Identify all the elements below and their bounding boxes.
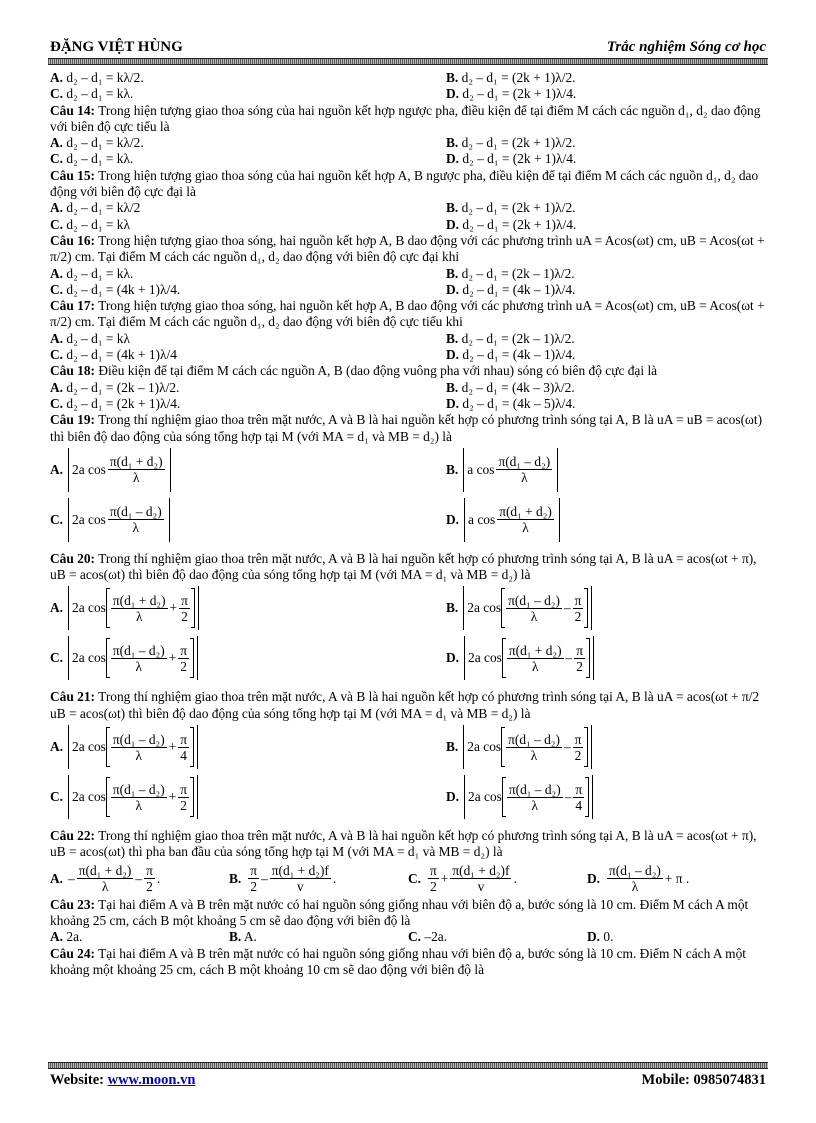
formula-a: 2a cos $\frac{\text{π(d₁ + d₂)}}{\lambda}$ + $\frac{\pi}{2}$ <box>68 586 199 630</box>
formula-d: $\frac{\text{π(d₁ – d₂)}}{\lambda}$ + π . <box>609 863 690 895</box>
option-a-label: A. <box>50 739 64 755</box>
options-row <box>50 86 766 102</box>
option-a: A. 2a. <box>50 929 83 945</box>
option-c: C. –2a. <box>408 929 448 945</box>
formula-d: 2a cos $\frac{\text{π(d₁ – d₂)}}{\lambda}$ – $\frac{\pi}{4}$ <box>464 775 593 819</box>
formula-a: – $\frac{\text{π(d₁ + d₂)}}{\lambda}$ – $\frac{\pi}{2}$ . <box>68 863 161 895</box>
option-b: B. d₂ – d₁ = (2k – 1)λ/2. <box>446 330 575 346</box>
formula-row <box>50 495 766 545</box>
option-c-label: C. <box>50 650 64 666</box>
question-22: Câu 22: Trong thí nghiệm giao thoa trên mặt nước, A và B là hai nguồn kết hợp có phương trình sóng tại A, B là uA = acos(ωt + π), uB = acos(ωt) thì pha ban đầu của sóng tổng hợp tại M (với MA = d₁ và MB = d₂) là <box>50 828 757 860</box>
option-d-label: D. <box>587 870 601 886</box>
formula-c: 2a cos $\frac{\text{π(d₁ – d₂)}}{\lambda}$ + $\frac{\pi}{2}$ <box>68 775 198 819</box>
document-title: Trắc nghiệm Sóng cơ học <box>606 39 766 55</box>
formula-c: 2a cos $\frac{\text{π(d₁ – d₂)}}{\lambda}$ <box>68 498 170 542</box>
option-d: D. 0. <box>587 929 614 945</box>
question-16: Câu 16: Trong hiện tượng giao thoa sóng, hai nguồn kết hợp A, B dao động với các phương trình uA = Acos(ωt) cm, uB = Acos(ωt + π/2) cm. Tại điểm M cách các nguồn d₁, d₂ dao động với biên độ cực đại khi <box>50 232 765 265</box>
option-a: A. d₂ – d₁ = kλ/2 <box>50 200 141 216</box>
option-b-label: B. <box>446 461 459 477</box>
option-d-label: D. <box>446 511 460 527</box>
option-d: D. d₂ – d₁ = (2k + 1)λ/4. <box>446 216 577 232</box>
option-c: C. d₂ – d₁ = kλ. <box>50 151 134 167</box>
options-row <box>50 70 766 86</box>
option-d: D. d₂ – d₁ = (4k – 1)λ/4. <box>446 347 576 363</box>
option-a: A. d₂ – d₁ = kλ/2. <box>50 70 144 85</box>
question-15: Câu 15: Trong hiện tượng giao thoa sóng của hai nguồn kết hợp A, B ngược pha, điều kiện để tại điểm M cách các nguồn d₁, d₂ dao động với biên độ cực đại là <box>50 167 759 200</box>
mobile-number: Mobile: 0985074831 <box>641 1072 766 1088</box>
author-name: ĐẶNG VIỆT HÙNG <box>50 39 183 55</box>
option-b: B. d₂ – d₁ = (2k + 1)λ/2. <box>446 70 576 85</box>
formula-c: 2a cos $\frac{\text{π(d₁ – d₂)}}{\lambda}$ + $\frac{\pi}{2}$ <box>68 636 198 680</box>
option-d: D. d₂ – d₁ = (4k – 1)λ/4. <box>446 281 576 297</box>
option-b-label: B. <box>446 600 459 616</box>
option-a: A. d₂ – d₁ = kλ <box>50 330 130 346</box>
option-d-label: D. <box>446 650 460 666</box>
question-24: Câu 24: Tại hai điểm A và B trên mặt nước có hai nguồn sóng giống nhau với biên độ a, bước sóng là 10 cm. Điểm N cách A một khoảng một khoảng 25 cm, cách B một khoảng 10 cm sẽ dao động với biên độ là <box>50 945 747 977</box>
page-header <box>50 32 766 56</box>
option-c: C. d₂ – d₁ = (4k + 1)λ/4. <box>50 281 181 297</box>
formula-d: 2a cos $\frac{\text{π(d₁ + d₂)}}{\lambda}$ – $\frac{\pi}{2}$ <box>464 636 594 680</box>
option-b-label: B. <box>446 739 459 755</box>
option-c-label: C. <box>50 511 64 527</box>
formula-c: $\frac{\pi}{2}$ + $\frac{\text{π(d₁ + d₂)f}}{v}$ . <box>430 863 517 895</box>
question-list <box>50 70 766 978</box>
question-17: Câu 17: Trong hiện tượng giao thoa sóng, hai nguồn kết hợp A, B dao động với các phương trình uA = Acos(ωt) cm, uB = Acos(ωt + π/2) cm. Tại điểm M cách các nguồn d₁, d₂ dao động với biên độ cực tiểu khi <box>50 298 765 330</box>
formula-row <box>50 861 766 897</box>
option-a-label: A. <box>50 461 64 477</box>
option-a: A. d₂ – d₁ = (2k – 1)λ/2. <box>50 379 180 395</box>
footer-rule <box>48 1062 768 1069</box>
formula-a: 2a cos $\frac{\text{π(d₁ + d₂)}}{\lambda}$ <box>68 448 171 492</box>
option-a: A. d₂ – d₁ = kλ. <box>50 265 134 281</box>
question-18: Câu 18: Điều kiện để tại điểm M cách các nguồn A, B (dao động vuông pha với nhau) sóng có biên độ cực đại là <box>50 363 658 379</box>
formula-row <box>50 445 766 495</box>
option-a: A. d₂ – d₁ = kλ/2. <box>50 135 144 151</box>
option-c: C. d₂ – d₁ = (2k + 1)λ/4. <box>50 395 181 411</box>
option-b: B. d₂ – d₁ = (2k + 1)λ/2. <box>446 200 576 216</box>
question-14: Câu 14: Trong hiện tượng giao thoa sóng của hai nguồn kết hợp ngược pha, điều kiện để tại điểm M cách các nguồn d₁, d₂ dao động với biên độ cực tiểu là <box>50 102 761 134</box>
question-19: Câu 19: Trong thí nghiệm giao thoa trên mặt nước, A và B là hai nguồn kết hợp có phương trình sóng tại A, B là uA = uB = acos(ωt) thì biên độ dao động của sóng tổng hợp tại M (với MA = d₁ và MB = d₂) là <box>50 412 763 444</box>
option-c: C. d₂ – d₁ = (4k + 1)λ/4 <box>50 347 177 363</box>
option-a-label: A. <box>50 870 64 886</box>
option-b: B. d₂ – d₁ = (2k + 1)λ/2. <box>446 135 576 151</box>
option-b: B. d₂ – d₁ = (4k – 3)λ/2. <box>446 379 575 395</box>
formula-b: a cos $\frac{\text{π(d₁ – d₂)}}{\lambda}$ <box>463 448 558 492</box>
option-c-label: C. <box>50 789 64 805</box>
option-c-label: C. <box>408 870 422 886</box>
option-b: B. A. <box>229 929 257 945</box>
formula-b: 2a cos $\frac{\text{π(d₁ – d₂)}}{\lambda}$ – $\frac{\pi}{2}$ <box>463 586 592 630</box>
formula-b: $\frac{\pi}{2}$ – $\frac{\text{π(d₁ + d₂)f}}{v}$ . <box>250 863 337 895</box>
website-link[interactable]: www.moon.vn <box>107 1072 196 1088</box>
option-d-label: D. <box>446 789 460 805</box>
option-d: D. d₂ – d₁ = (4k – 5)λ/4. <box>446 395 576 411</box>
option-a-label: A. <box>50 600 64 616</box>
question-23: Câu 23: Tại hai điểm A và B trên mặt nước có hai nguồn sóng giống nhau với biên độ a, bước sóng là 10 cm. Điểm M cách A một khoảng 25 cm, cách B một khoảng 5 cm sẽ dao động với biên độ là <box>50 896 749 928</box>
option-d: D. d₂ – d₁ = (2k + 1)λ/4. <box>446 86 577 102</box>
option-c: C. d₂ – d₁ = kλ <box>50 216 130 232</box>
formula-b: 2a cos $\frac{\text{π(d₁ – d₂)}}{\lambda}$ – $\frac{\pi}{2}$ <box>463 725 592 769</box>
website-label: Website: <box>50 1072 104 1088</box>
formula-d: a cos $\frac{\text{π(d₁ + d₂)}}{\lambda}$ <box>464 498 560 542</box>
option-c: C. d₂ – d₁ = kλ. <box>50 86 134 102</box>
question-21: Câu 21: Trong thí nghiệm giao thoa trên mặt nước, A và B là hai nguồn kết hợp có phương trình sóng tại A, B là uA = acos(ωt + π/2 uB = acos(ωt) thì biên độ dao động của sóng tổng hợp tại M (với MA = d₁ và MB = d₂) là <box>50 689 760 721</box>
question-20: Câu 20: Trong thí nghiệm giao thoa trên mặt nước, A và B là hai nguồn kết hợp có phương trình sóng tại A, B là uA = acos(ωt + π), uB = acos(ωt) thì biên độ dao động của sóng tổng hợp tại M (với MA = d₁ và MB = d₂) là <box>50 550 757 583</box>
option-d: D. d₂ – d₁ = (2k + 1)λ/4. <box>446 151 577 167</box>
page-footer <box>50 1072 766 1089</box>
formula-a: 2a cos $\frac{\text{π(d₁ – d₂)}}{\lambda}$ + $\frac{\pi}{4}$ <box>68 725 198 769</box>
option-b: B. d₂ – d₁ = (2k – 1)λ/2. <box>446 265 575 281</box>
header-rule <box>48 58 768 65</box>
option-b-label: B. <box>229 870 242 886</box>
